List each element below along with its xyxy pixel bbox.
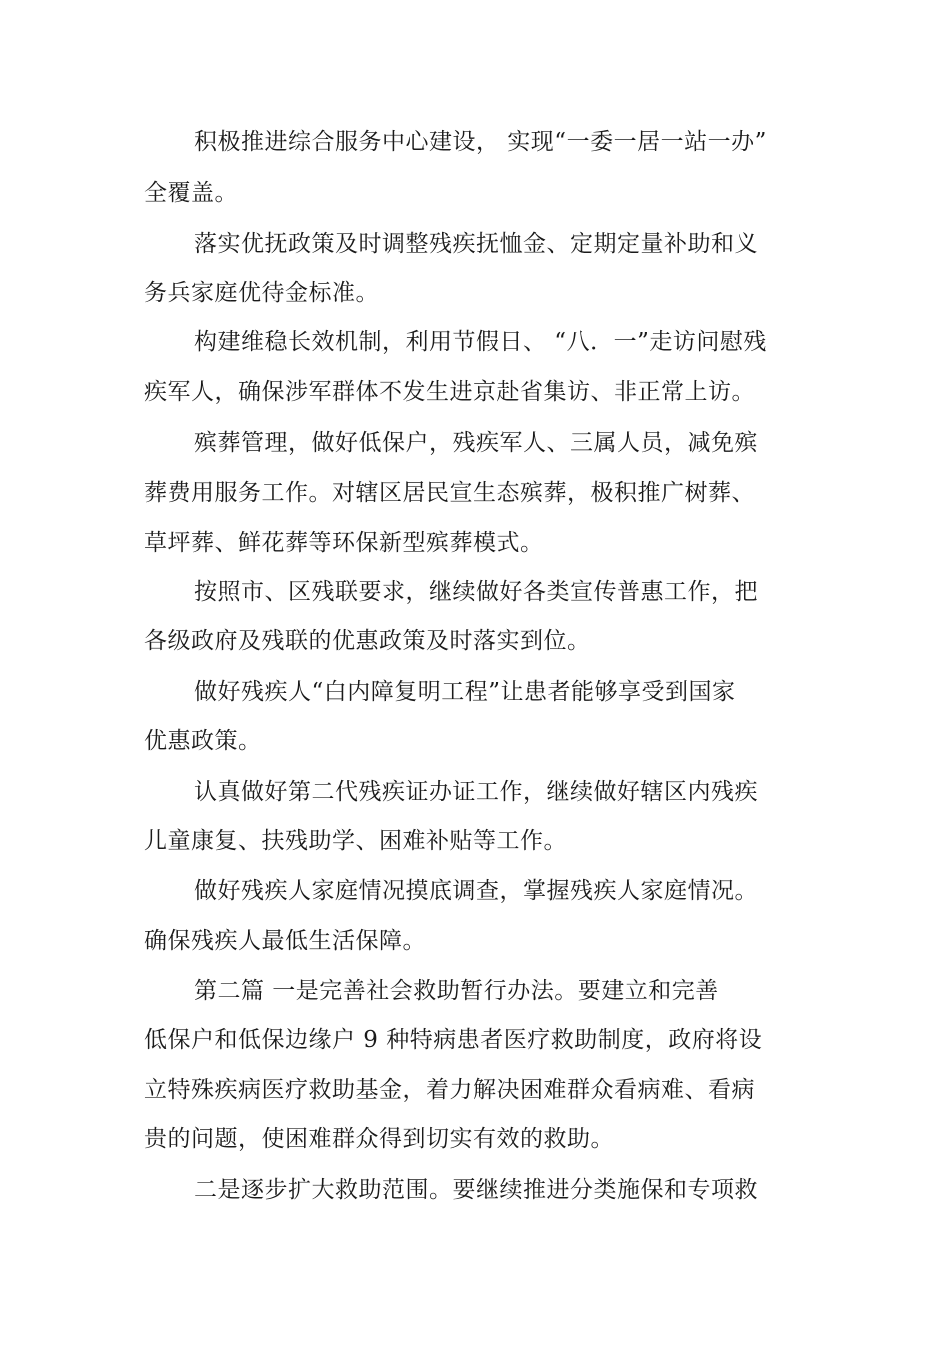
text-line: 贵的问题，使困难群众得到切实有效的救助。 [144, 1126, 614, 1152]
text-line: 按照市、区残联要求，继续做好各类宣传普惠工作，把 [194, 579, 758, 605]
text-line: 立特殊疾病医疗救助基金，着力解决困难群众看病难、看病 [144, 1077, 755, 1103]
text-line: 第二篇 一是完善社会救助暂行办法。要建立和完善 [194, 978, 719, 1004]
text-line: 积极推进综合服务中心建设， 实现“一委一居一站一办” [194, 129, 767, 155]
text-line: 落实优抚政策及时调整残疾抚恤金、定期定量补助和义 [194, 231, 758, 257]
text-line: 全覆盖。 [144, 180, 238, 206]
text-line: 二是逐步扩大救助范围。要继续推进分类施保和专项救 [194, 1177, 758, 1203]
text-line: 葬费用服务工作。对辖区居民宣生态殡葬，极积推广树葬、 [144, 480, 755, 506]
text-line: 做好残疾人家庭情况摸底调查，掌握残疾人家庭情况。 [194, 878, 758, 904]
text-line: 草坪葬、鲜花葬等环保新型殡葬模式。 [144, 530, 544, 556]
text-line: 构建维稳长效机制，利用节假日、 “八．一”走访问慰残 [194, 329, 767, 355]
text-line: 疾军人，确保涉军群体不发生进京赴省集访、非正常上访。 [144, 379, 755, 405]
text-line: 务兵家庭优待金标准。 [144, 280, 379, 306]
text-line: 儿童康复、扶残助学、困难补贴等工作。 [144, 828, 567, 854]
text-line: 各级政府及残联的优惠政策及时落实到位。 [144, 628, 591, 654]
text-line: 低保户和低保边缘户 9 种特病患者医疗救助制度，政府将设 [144, 1027, 763, 1053]
text-line: 确保残疾人最低生活保障。 [144, 928, 426, 954]
text-line: 认真做好第二代残疾证办证工作，继续做好辖区内残疾 [194, 779, 758, 805]
text-line: 优惠政策。 [144, 728, 262, 754]
text-line: 做好残疾人“白内障复明工程”让患者能够享受到国家 [194, 679, 736, 705]
text-line: 殡葬管理，做好低保户，残疾军人、三属人员，减免殡 [194, 430, 758, 456]
